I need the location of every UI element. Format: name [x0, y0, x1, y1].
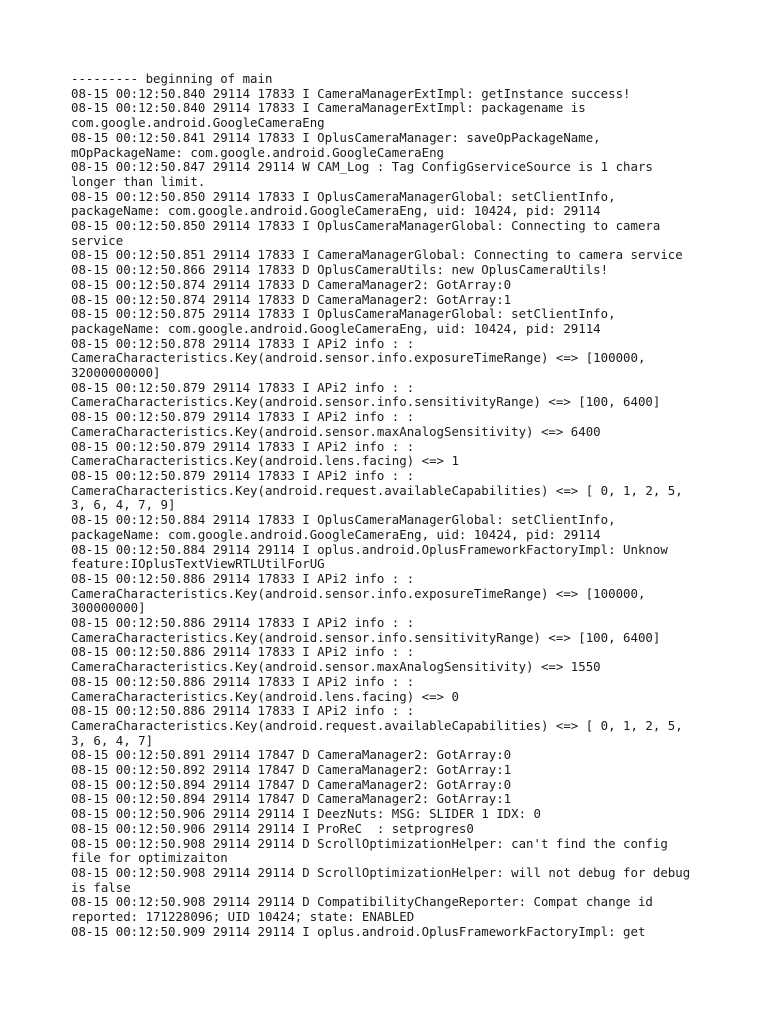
log-line: reported: 171228096; UID 10424; state: ENABLED: [71, 909, 415, 925]
log-line: 08-15 00:12:50.886 29114 17833 I APi2 info : :: [71, 644, 415, 660]
log-line: 32000000000]: [71, 365, 161, 381]
log-line: 08-15 00:12:50.886 29114 17833 I APi2 info : :: [71, 615, 415, 631]
log-line: CameraCharacteristics.Key(android.sensor.maxAnalogSensitivity) <=> 1550: [71, 659, 601, 675]
log-line: CameraCharacteristics.Key(android.sensor.info.exposureTimeRange) <=> [100000,: [71, 350, 646, 366]
log-line: 08-15 00:12:50.879 29114 17833 I APi2 info : :: [71, 438, 415, 454]
log-line: 08-15 00:12:50.850 29114 17833 I OplusCameraManagerGlobal: setClientInfo,: [71, 188, 616, 204]
log-line: 08-15 00:12:50.850 29114 17833 I OplusCameraManagerGlobal: Connecting to camera: [71, 218, 661, 234]
log-line: feature:IOplusTextViewRTLUtilForUG: [71, 556, 325, 572]
log-line: 08-15 00:12:50.866 29114 17833 D OplusCameraUtils: new OplusCameraUtils!: [71, 262, 609, 278]
log-line: longer than limit.: [71, 173, 206, 189]
log-line: service: [71, 232, 124, 248]
log-line: 08-15 00:12:50.891 29114 17847 D CameraManager2: GotArray:0: [71, 747, 512, 763]
log-line: CameraCharacteristics.Key(android.sensor.info.sensitivityRange) <=> [100, 6400]: [71, 629, 661, 645]
log-line: 3, 6, 4, 7, 9]: [71, 497, 176, 513]
log-line: 08-15 00:12:50.908 29114 29114 D ScrollOptimizationHelper: will not debug for debug: [71, 864, 691, 880]
log-line: 08-15 00:12:50.841 29114 17833 I OplusCameraManager: saveOpPackageName,: [71, 129, 601, 145]
log-line: com.google.android.GoogleCameraEng: [71, 115, 325, 131]
log-line: CameraCharacteristics.Key(android.lens.facing) <=> 1: [71, 453, 459, 469]
log-line: --------- beginning of main: [71, 71, 273, 86]
log-line: packageName: com.google.android.GoogleCameraEng, uid: 10424, pid: 29114: [71, 203, 601, 219]
log-line: 08-15 00:12:50.906 29114 29114 I ProReC : setprogres0: [71, 820, 474, 836]
log-line: 08-15 00:12:50.908 29114 29114 D ScrollOptimizationHelper: can't find the config: [71, 835, 668, 851]
log-line: 08-15 00:12:50.878 29114 17833 I APi2 info : :: [71, 335, 415, 351]
log-line: file for optimizaiton: [71, 850, 228, 866]
log-line: 3, 6, 4, 7]: [71, 732, 154, 748]
log-line: 08-15 00:12:50.840 29114 17833 I CameraManagerExtImpl: getInstance success!: [71, 85, 631, 101]
log-line: 08-15 00:12:50.892 29114 17847 D CameraManager2: GotArray:1: [71, 762, 512, 778]
log-line: 08-15 00:12:50.874 29114 17833 D CameraManager2: GotArray:0: [71, 276, 512, 292]
log-line: is false: [71, 879, 131, 895]
log-line: 08-15 00:12:50.847 29114 29114 W CAM_Log : Tag ConfigGserviceSource is 1 chars: [71, 159, 653, 175]
log-line: 08-15 00:12:50.884 29114 17833 I OplusCameraManagerGlobal: setClientInfo,: [71, 512, 616, 528]
log-line: CameraCharacteristics.Key(android.sensor.info.exposureTimeRange) <=> [100000,: [71, 585, 646, 601]
log-line: 08-15 00:12:50.894 29114 17847 D CameraManager2: GotArray:1: [71, 791, 512, 807]
log-line: 300000000]: [71, 600, 146, 616]
log-line: 08-15 00:12:50.879 29114 17833 I APi2 info : :: [71, 379, 415, 395]
log-line: CameraCharacteristics.Key(android.lens.facing) <=> 0: [71, 688, 459, 704]
log-line: 08-15 00:12:50.884 29114 29114 I oplus.android.OplusFrameworkFactoryImpl: Unknow: [71, 541, 668, 557]
log-line: 08-15 00:12:50.894 29114 17847 D CameraManager2: GotArray:0: [71, 776, 512, 792]
log-line: 08-15 00:12:50.879 29114 17833 I APi2 info : :: [71, 409, 415, 425]
log-line: CameraCharacteristics.Key(android.sensor.info.sensitivityRange) <=> [100, 6400]: [71, 394, 661, 410]
log-line: CameraCharacteristics.Key(android.request.availableCapabilities) <=> [ 0, 1, 2, 5,: [71, 717, 683, 733]
log-line: 08-15 00:12:50.908 29114 29114 D CompatibilityChangeReporter: Compat change id: [71, 894, 653, 910]
log-line: CameraCharacteristics.Key(android.request.availableCapabilities) <=> [ 0, 1, 2, 5,: [71, 482, 683, 498]
log-line: 08-15 00:12:50.886 29114 17833 I APi2 info : :: [71, 673, 415, 689]
log-line: 08-15 00:12:50.886 29114 17833 I APi2 info : :: [71, 703, 415, 719]
log-line: packageName: com.google.android.GoogleCameraEng, uid: 10424, pid: 29114: [71, 526, 601, 542]
log-line: packageName: com.google.android.GoogleCameraEng, uid: 10424, pid: 29114: [71, 320, 601, 336]
log-line: 08-15 00:12:50.851 29114 17833 I CameraManagerGlobal: Connecting to camera service: [71, 247, 683, 263]
log-line: 08-15 00:12:50.879 29114 17833 I APi2 info : :: [71, 467, 415, 483]
log-document: [71, 72, 721, 939]
log-line: 08-15 00:12:50.886 29114 17833 I APi2 info : :: [71, 570, 415, 586]
log-line: mOpPackageName: com.google.android.GoogleCameraEng: [71, 144, 444, 160]
log-line: 08-15 00:12:50.909 29114 29114 I oplus.android.OplusFrameworkFactoryImpl: get: [71, 923, 646, 939]
log-line: 08-15 00:12:50.874 29114 17833 D CameraManager2: GotArray:1: [71, 291, 512, 307]
log-line: CameraCharacteristics.Key(android.sensor.maxAnalogSensitivity) <=> 6400: [71, 423, 601, 439]
log-line: 08-15 00:12:50.875 29114 17833 I OplusCameraManagerGlobal: setClientInfo,: [71, 306, 616, 322]
log-line: 08-15 00:12:50.840 29114 17833 I CameraManagerExtImpl: packagename is: [71, 100, 586, 116]
log-line: 08-15 00:12:50.906 29114 29114 I DeezNuts: MSG: SLIDER 1 IDX: 0: [71, 806, 541, 822]
